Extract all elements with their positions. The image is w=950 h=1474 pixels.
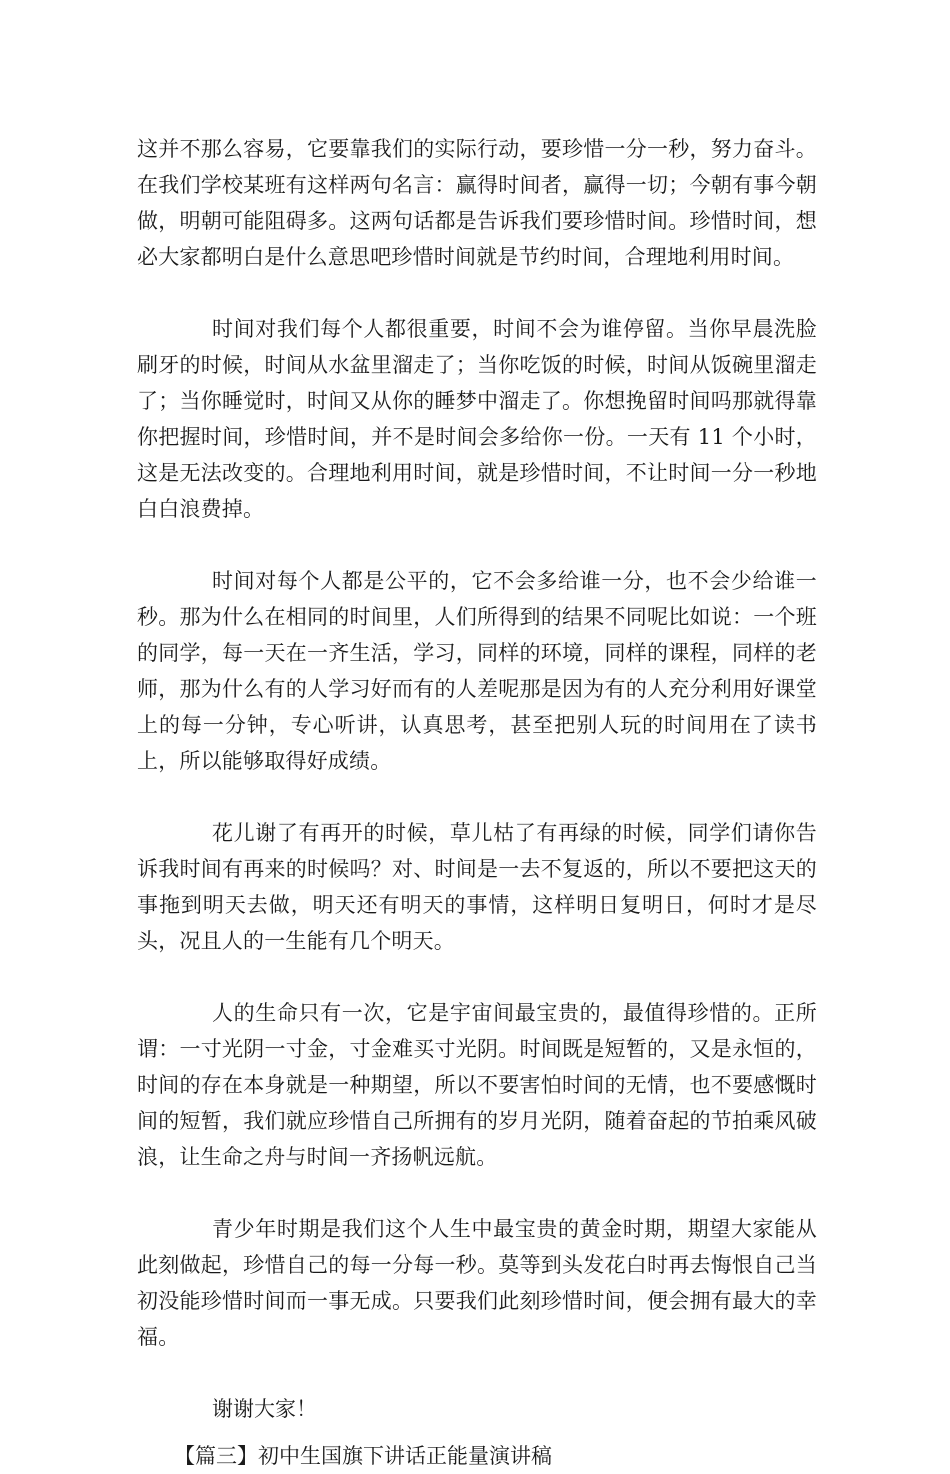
paragraph-time-irreversible: 花儿谢了有再开的时候，草儿枯了有再绿的时候，同学们请你告诉我时间有再来的时候吗？对、时间是一去不复返的，所以不要把这天的事拖到明天去做，明天还有明天的事情，这样明日复明日，何时才是尽头，况且人的一生能有几个明天。 (137, 821, 817, 953)
paragraph-time-fairness: 时间对每个人都是公平的，它不会多给谁一分，也不会少给谁一秒。那为什么在相同的时间里，人们所得到的结果不同呢比如说：一个班的同学，每一天在一齐生活，学习，同样的环境，同样的课程，同样的老师，那为什么有的人学习好而有的人差呢那是因为有的人充分利用好课堂上的每一分钟，专心听讲，认真思考，甚至把别人玩的时间用在了读书上，所以能够取得好成绩。 (137, 569, 817, 773)
paragraph-youth: 青少年时期是我们这个人生中最宝贵的黄金时期，期望大家能从此刻做起，珍惜自己的每一分每一秒。莫等到头发花白时再去悔恨自己当初没能珍惜时间而一事无成。只要我们此刻珍惜时间，便会拥有最大的幸福。 (137, 1217, 817, 1349)
section-heading: 【篇三】初中生国旗下讲话正能量演讲稿 (174, 1444, 552, 1468)
paragraph-life-once: 人的生命只有一次，它是宇宙间最宝贵的，最值得珍惜的。正所谓：一寸光阴一寸金，寸金难买寸光阴。时间既是短暂的，又是永恒的，时间的存在本身就是一种期望，所以不要害怕时间的无情，也不要感慨时间的短暂，我们就应珍惜自己所拥有的岁月光阴，随着奋起的节拍乘风破浪，让生命之舟与时间一齐扬帆远航。 (137, 1001, 817, 1169)
document-body (137, 131, 817, 1474)
closing-thanks: 谢谢大家！ (212, 1397, 317, 1421)
paragraph-continuation: 这并不那么容易，它要靠我们的实际行动，要珍惜一分一秒，努力奋斗。在我们学校某班有这样两句名言：赢得时间者，赢得一切；今朝有事今朝做，明朝可能阻碍多。这两句话都是告诉我们要珍惜时间。珍惜时间，想必大家都明白是什么意思吧珍惜时间就是节约时间，合理地利用时间。 (137, 137, 817, 269)
paragraph-time-importance: 时间对我们每个人都很重要，时间不会为谁停留。当你早晨洗脸刷牙的时候，时间从水盆里溜走了；当你吃饭的时候，时间从饭碗里溜走了；当你睡觉时，时间又从你的睡梦中溜走了。你想挽留时间吗那就得靠你把握时间，珍惜时间，并不是时间会多给你一份。一天有 11 个小时，这是无法改变的。合理地利用时间，就是珍惜时间，不让时间一分一秒地白白浪费掉。 (137, 317, 817, 521)
